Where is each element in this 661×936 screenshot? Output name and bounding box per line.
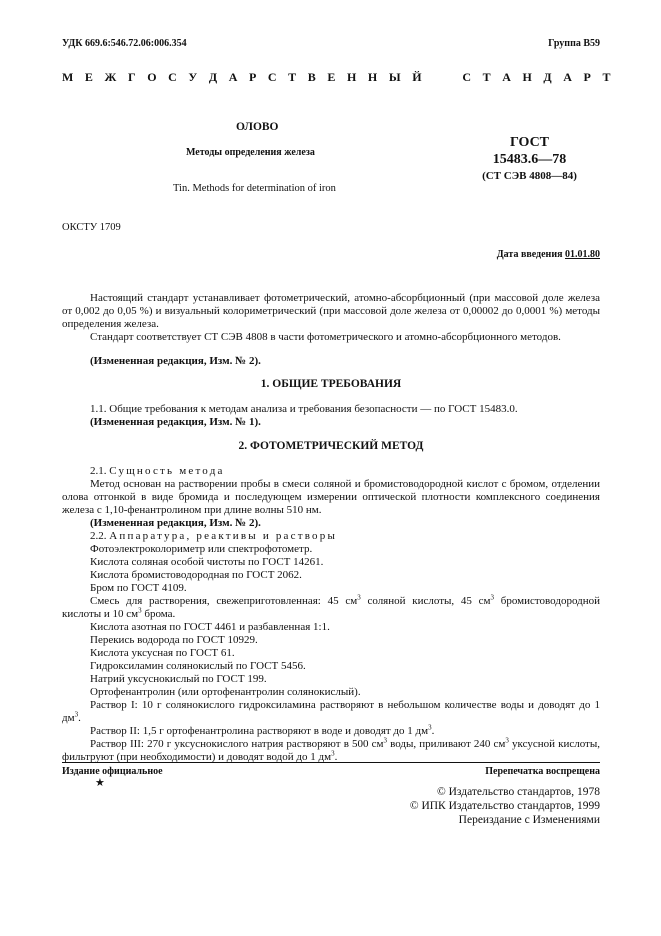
section-1-heading: 1. ОБЩИЕ ТРЕБОВАНИЯ (260, 378, 402, 390)
amendment-note: (Измененная редакция, Изм. № 2). (90, 517, 261, 529)
intro-paragraph-2: Стандарт соответствует СТ СЭВ 4808 в части фотометрического и атомно-абсорбционного методов. (90, 331, 561, 343)
udc-code: УДК 669.6:546.72.06:006.354 (62, 38, 187, 49)
official-edition-label: Издание официальное (62, 766, 163, 777)
subsection-2-1-text: Метод основан на растворении пробы в смеси соляной и бромистоводородной кислот с бромом, отделении олова отгонкой в виде бромида и последующем измерении оптической плотности комплексного соединения железа с 1,10-фенантролином при длине волны 510 нм. (62, 478, 600, 516)
gost-label: ГОСТ (509, 135, 550, 150)
list-item: Кислота уксусная по ГОСТ 61. (90, 647, 235, 659)
amendment-note: (Измененная редакция, Изм. № 2). (90, 355, 261, 367)
cmea-number: (СТ СЭВ 4808—84) (482, 170, 577, 182)
document-subtitle: Методы определения железа (186, 147, 315, 158)
intro-date-label: Дата введения (496, 249, 563, 260)
standard-banner: М Е Ж Г О С У Д А Р С Т В Е Н Н Ы Й С Т А Н Д А Р Т (62, 70, 615, 84)
list-item: Ортофенантролин (или ортофенантролин солянокислый). (90, 686, 361, 698)
footer-divider (62, 762, 600, 763)
section-2-heading: 2. ФОТОМЕТРИЧЕСКИЙ МЕТОД (238, 440, 424, 452)
dissolution-mixture: Смесь для растворения, свежеприготовленная: 45 $см^3$ соляной кислоты, 45 $см^3$ бромистоводородной кислоты и 10 $см^3$ брома. (62, 593, 600, 620)
copyright-1999: © ИПК Издательство стандартов, 1999 (409, 800, 600, 812)
introduction-date (497, 249, 600, 260)
intro-date-value: 01.01.80 (565, 249, 600, 260)
section-1-paragraph: 1.1. Общие требования к методам анализа и требования безопасности — по ГОСТ 15483.0. (90, 403, 518, 415)
list-item: Кислота азотная по ГОСТ 4461 и разбавленная 1:1. (90, 621, 330, 633)
reprint-notice: Перепечатка воспрещена (485, 766, 600, 777)
copyright-1978: © Издательство стандартов, 1978 (436, 786, 600, 798)
english-title: Tin. Methods for determination of iron (173, 183, 336, 194)
star-icon: ★ (95, 777, 105, 789)
reissue-note: Переиздание с Изменениями (458, 814, 600, 826)
list-item: Перекись водорода по ГОСТ 10929. (90, 634, 258, 646)
solution-2: Раствор II: 1,5 г ортофенантролина растворяют в воде и доводят до 1 $дм^3$. (90, 723, 435, 737)
list-item: Бром по ГОСТ 4109. (90, 582, 187, 594)
solution-3: Раствор III: 270 г уксуснокислого натрия растворяют в 500 $см^3$ воды, приливают 240 $см^3$ уксусной кислоты, фильтруют (при необходимости) и доводят водой до 1 $дм^3$. (62, 736, 601, 763)
list-item: Гидроксиламин солянокислый по ГОСТ 5456. (90, 660, 306, 672)
intro-paragraph: Настоящий стандарт устанавливает фотометрический, атомно-абсорбционный (при массовой доле железа от 0,002 до 0,05 %) и визуальный колориметрический (при массовой доле железа от 0,00002 до 0,0001 %) методы определения железа. (62, 292, 600, 330)
list-item: Кислота бромистоводородная по ГОСТ 2062. (90, 569, 302, 581)
document-title: ОЛОВО (236, 121, 279, 133)
list-item: Натрий уксуснокислый по ГОСТ 199. (90, 673, 267, 685)
okstu-code: ОКСТУ 1709 (62, 222, 121, 233)
group-code: Группа В59 (548, 38, 600, 49)
subsection-2-2-title: 2.2. Аппаратура, реактивы и растворы (90, 530, 338, 542)
list-item: Фотоэлектроколориметр или спектрофотометр. (90, 543, 313, 555)
subsection-2-1-title: 2.1. Сущность метода (90, 465, 225, 477)
list-item: Кислота соляная особой чистоты по ГОСТ 14261. (90, 556, 324, 568)
amendment-note: (Измененная редакция, Изм. № 1). (90, 416, 261, 428)
solution-1: Раствор I: 10 г солянокислого гидроксиламина растворяют в небольшом количестве воды и доводят до 1 $дм^3$. (62, 699, 600, 724)
gost-number: 15483.6—78 (492, 152, 567, 167)
